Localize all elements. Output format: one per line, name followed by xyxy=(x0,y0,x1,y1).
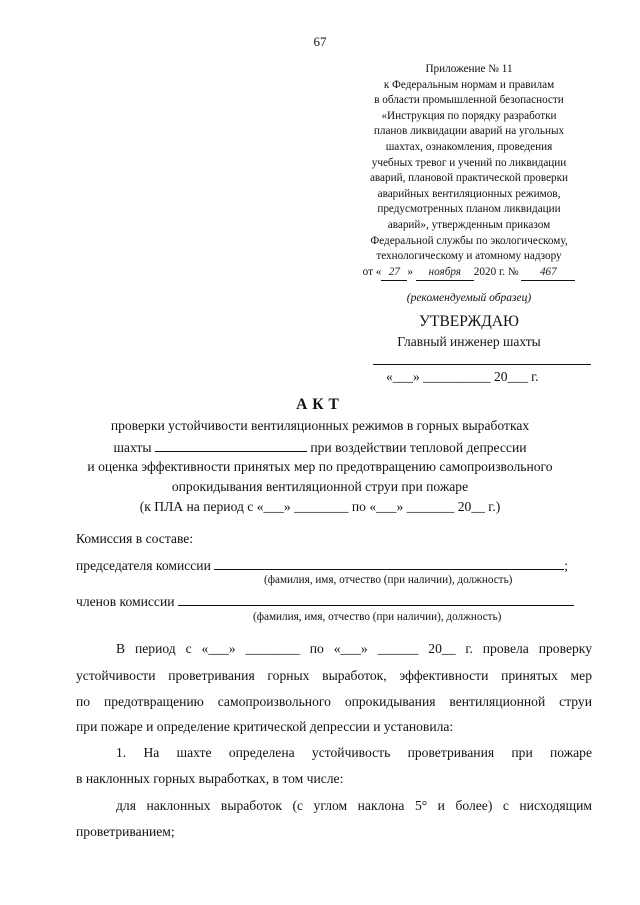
chair-caption: (фамилия, имя, отчество (при наличии), должность) xyxy=(264,574,513,586)
handwritten-month: ноября xyxy=(416,265,474,282)
subtitle-line-3: и оценка эффективности принятых мер по предотвращению самопроизвольного xyxy=(87,459,553,474)
appendix-line: Приложение № 11 xyxy=(425,63,513,75)
date-year: 2020 г. № xyxy=(473,265,519,278)
body-line: при пожаре и определение критической депрессии и установила: xyxy=(76,719,454,734)
body-line: в наклонных горных выработках, в том числе: xyxy=(76,771,344,786)
order-date-line xyxy=(330,265,608,282)
chair-line xyxy=(76,557,568,574)
chair-blank xyxy=(214,557,564,570)
members-caption: (фамилия, имя, отчество (при наличии), должность) xyxy=(253,611,502,623)
page-number: 67 xyxy=(313,34,327,49)
approve-date: «___» __________ 20___ г. xyxy=(386,369,539,384)
body-line: для наклонных выработок (с углом наклона 5° и более) с нисходящим xyxy=(116,798,592,813)
act-title: АКТ xyxy=(296,396,344,413)
handwritten-day: 27 xyxy=(381,265,407,282)
appendix-line: учебных тревог и учений по ликвидации xyxy=(371,156,567,169)
subtitle-line-2 xyxy=(0,439,640,456)
body-line: устойчивости проветривания горных выработок, эффективности принятых мер xyxy=(76,668,592,683)
handwritten-number: 467 xyxy=(521,265,575,282)
recommended-sample-note: (рекомендуемый образец) xyxy=(406,292,532,304)
appendix-block xyxy=(330,62,608,281)
members-label: членов комиссии xyxy=(76,594,175,609)
appendix-line: Федеральной службы по экологическому, xyxy=(370,234,568,247)
appendix-line: аварийных вентиляционных режимов, xyxy=(377,187,561,200)
appendix-line: планов ликвидации аварий на угольных xyxy=(373,125,565,138)
chair-label: председателя комиссии xyxy=(76,558,211,573)
body-line: по предотвращению самопроизвольного опрокидывания вентиляционной струи xyxy=(76,694,592,709)
subtitle-line-5: (к ПЛА на период с «___» ________ по «___» _______ 20__ г.) xyxy=(139,499,501,514)
subtitle-line-4: опрокидывания вентиляционной струи при пожаре xyxy=(171,479,469,494)
body-line: 1. На шахте определена устойчивость проветривания при пожаре xyxy=(116,745,592,760)
appendix-line: «Инструкция по порядку разработки xyxy=(381,109,557,122)
appendix-line: технологическому и атомному надзору xyxy=(376,250,562,263)
commission-heading: Комиссия в составе: xyxy=(76,531,194,546)
approver-title: Главный инженер шахты xyxy=(397,334,541,349)
appendix-line: в области промышленной безопасности xyxy=(374,94,564,107)
mine-name-blank xyxy=(155,439,307,452)
body-line: проветриванием; xyxy=(76,824,175,839)
thermal-depression-text: при воздействии тепловой депрессии xyxy=(310,440,527,455)
appendix-line: предусмотренных планом ликвидации xyxy=(377,203,561,216)
appendix-line: к Федеральным нормам и правилам xyxy=(383,78,555,91)
body-line: В период с «___» ________ по «___» ______ 20__ г. провела проверку xyxy=(116,641,592,656)
date-mid: » xyxy=(407,265,413,278)
members-line xyxy=(76,593,574,610)
subtitle-line-1: проверки устойчивости вентиляционных режимов в горных выработках xyxy=(110,418,530,433)
mine-label: шахты xyxy=(113,440,152,455)
appendix-line: шахтах, ознакомления, проведения xyxy=(385,140,553,153)
date-prefix: от « xyxy=(362,265,382,278)
approve-heading: УТВЕРЖДАЮ xyxy=(419,313,519,330)
members-blank xyxy=(178,593,574,606)
appendix-line: аварий», утвержденным приказом xyxy=(387,218,551,231)
chair-end: ; xyxy=(564,558,569,573)
signature-line xyxy=(373,364,591,365)
appendix-line: аварий, плановой практической проверки xyxy=(369,172,569,185)
